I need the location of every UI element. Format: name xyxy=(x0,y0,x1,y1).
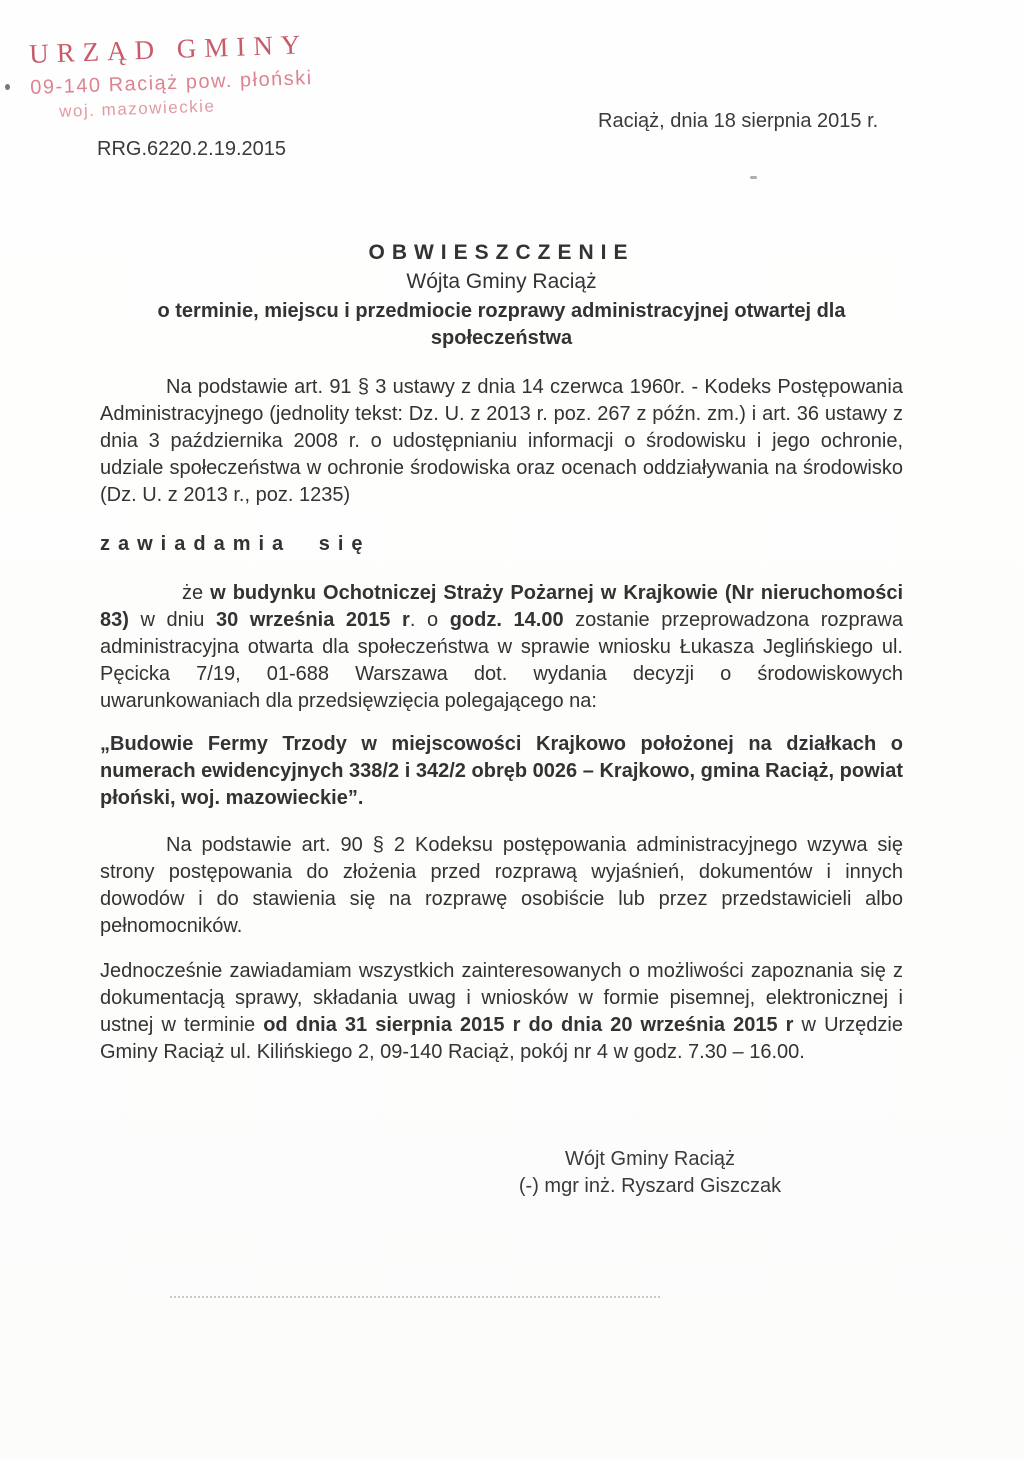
scan-speck xyxy=(5,84,10,90)
paragraph-summons: Na podstawie art. 90 § 2 Kodeksu postępowania administracyjnego wzywa się strony postępowania do złożenia przed rozprawą wyjaśnień, dokumentów i innych dowodów i do stawienia się na rozprawę osobiście lub przez przedstawicieli albo pełnomocników. xyxy=(100,834,903,937)
date-line: Raciąż, dnia 18 sierpnia 2015 r. xyxy=(598,110,879,132)
title-author: Wójta Gminy Raciąż xyxy=(406,270,597,293)
stamp-address-line: 09-140 Raciąż pow. płoński xyxy=(29,67,314,99)
title-main: OBWIESZCZENIE xyxy=(368,241,635,264)
paragraph-legal-basis: Na podstawie art. 91 § 3 ustawy z dnia 14 czerwca 1960r. - Kodeks Postępowania Administracyjnego (jednolity tekst: Dz. U. z 2013 r. poz. 267 z późn. zm.) i art. 36 ustawy z dnia 3 października 2008 r. o udostępnianiu informacji o środowisku i jego ochronie, udziale społeczeństwa w ochronie środowiska oraz ocenach oddziaływania na środowisko (Dz. U. z 2013 r., poz. 1235) xyxy=(100,376,903,506)
text-run: od dnia 31 sierpnia 2015 r do dnia 20 września 2015 r xyxy=(263,1014,794,1036)
scan-dashed-line xyxy=(170,1296,660,1298)
stamp-office-name: URZĄD GMINY xyxy=(28,29,309,69)
title-subject: o terminie, miejscu i przedmiocie rozprawy administracyjnej otwartej dla społeczeństwa xyxy=(157,300,846,349)
text-run: że xyxy=(182,582,211,604)
paragraph-information-access xyxy=(100,958,903,1066)
text-run: godz. 14.00 xyxy=(449,609,564,631)
reference-number: RRG.6220.2.19.2015 xyxy=(97,138,287,160)
notice-subheading: zawiadamia się xyxy=(100,533,371,555)
text-run: . o xyxy=(409,609,450,631)
text-run: Jednocześnie zawiadamiam wszystkich zainteresowanych o możliwości zapoznania się z dokumentacją sprawy, składania uwag i wniosków w formie pisemnej, elektronicznej i ustnej w terminie xyxy=(100,960,903,1036)
signature-name: (-) mgr inż. Ryszard Giszczak xyxy=(518,1175,782,1197)
stamp-voivodeship-line: woj. mazowieckie xyxy=(58,96,216,121)
document-body xyxy=(100,240,903,1200)
signature-title: Wójt Gminy Raciąż xyxy=(564,1148,736,1170)
document-title xyxy=(100,240,903,352)
text-run: 30 września 2015 r xyxy=(215,609,410,631)
text-run: w dniu xyxy=(128,609,216,631)
signature-block xyxy=(440,1146,860,1200)
text-run: w budynku Ochotniczej Straży Pożarnej w Krajkowie (Nr nieruchomości 83) xyxy=(100,582,903,631)
text-run: w Urzędzie Gminy Raciąż ul. Kilińskiego 2, 09-140 Raciąż, pokój nr 4 w godz. 7.30 – 16.00. xyxy=(100,1014,903,1063)
paragraph-project-description: „Budowie Fermy Trzody w miejscowości Krajkowo położonej na działkach o numerach ewidencyjnych 338/2 i 342/2 obręb 0026 – Krajkowo, gmina Raciąż, powiat płoński, woj. mazowieckie”. xyxy=(100,733,903,809)
office-stamp xyxy=(29,29,314,123)
paragraph-hearing-details xyxy=(100,580,903,715)
text-run: zostanie przeprowadzona rozprawa administracyjna otwarta dla społeczeństwa w sprawie wniosku Łukasza Jeglińskiego ul. Pęcicka 7/19, 01-688 Warszawa dot. wydania decyzji o środowiskowych uwarunkowaniach dla przedsięwzięcia polegającego na: xyxy=(100,609,903,712)
date-ink-dot xyxy=(750,176,757,179)
